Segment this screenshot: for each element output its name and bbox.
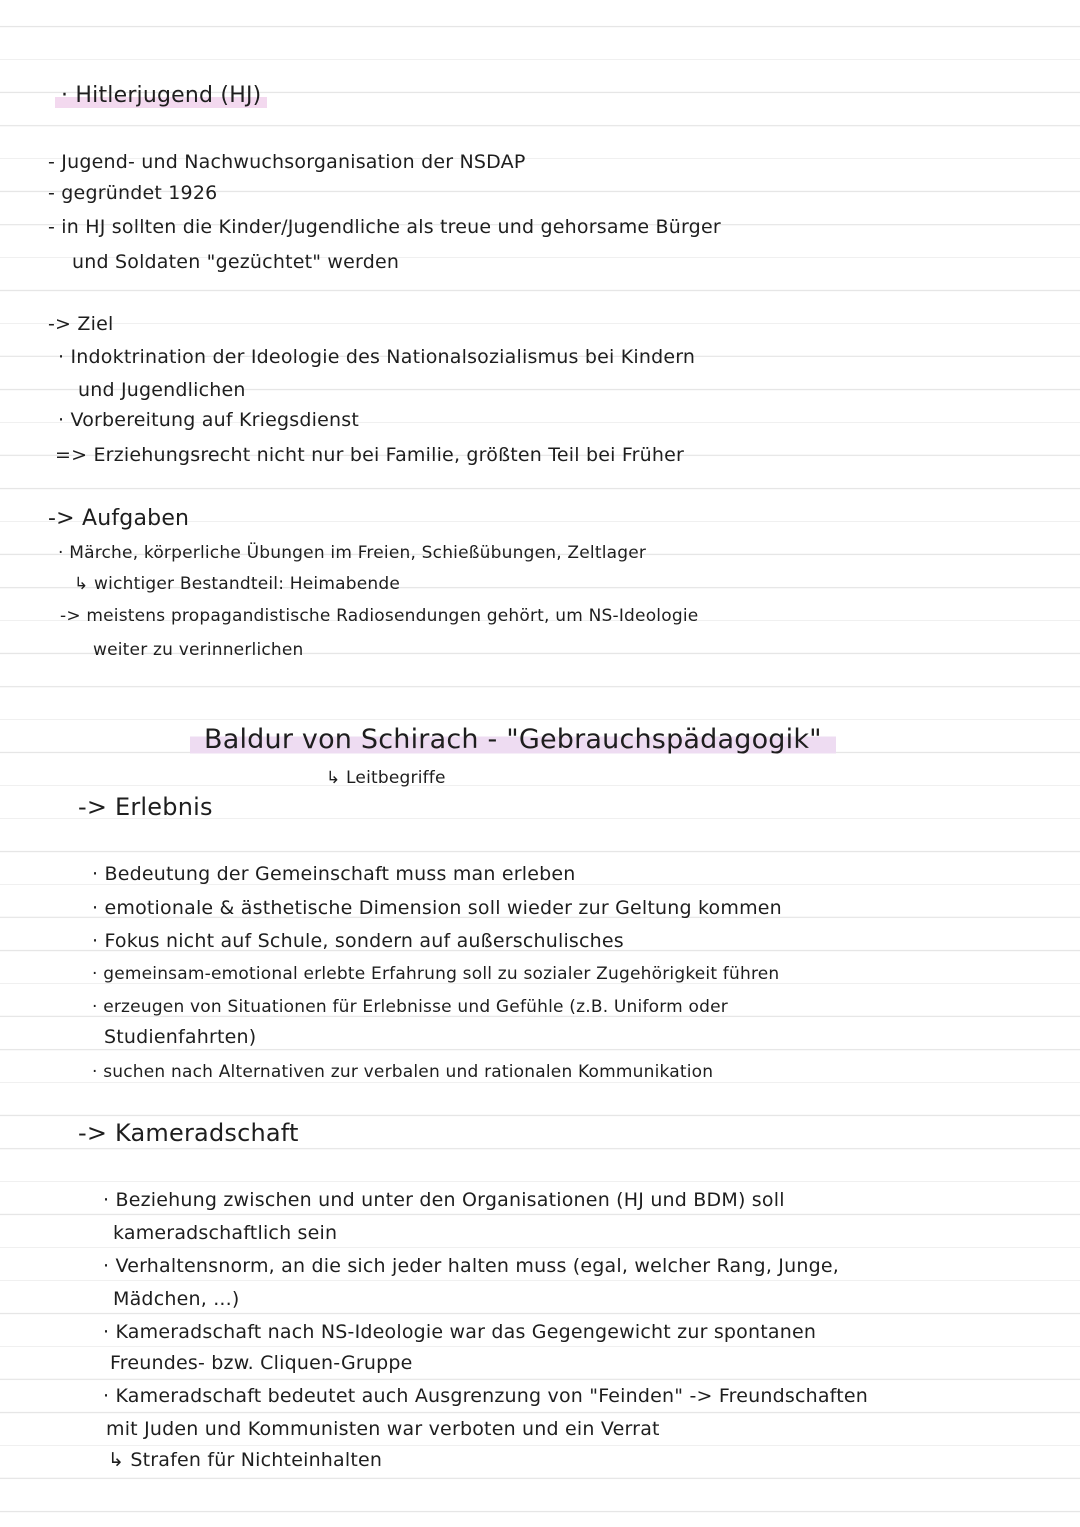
ziel-item-2: · Vorbereitung auf Kriegsdienst: [58, 409, 360, 431]
erlebnis-item-2: · emotionale & ästhetische Dimension soll wieder zur Geltung kommen: [92, 897, 782, 919]
aufgaben-item-2: ↳ wichtiger Bestandteil: Heimabende: [74, 574, 400, 594]
aufgaben-heading: -> Aufgaben: [48, 506, 190, 531]
kameradschaft-heading: -> Kameradschaft: [78, 1119, 299, 1147]
aufgaben-item-3-cont: weiter zu verinnerlichen: [93, 640, 304, 660]
hj-item-3: - in HJ sollten die Kinder/Jugendliche als treue und gehorsame Bürger: [48, 216, 721, 238]
kameradschaft-item-5: ↳ Strafen für Nichteinhalten: [108, 1449, 383, 1471]
hj-item-3-cont: und Soldaten "gezüchtet" werden: [72, 251, 400, 273]
erlebnis-item-1: · Bedeutung der Gemeinschaft muss man erleben: [92, 863, 576, 885]
section-subtitle: ↳ Leitbegriffe: [326, 768, 446, 788]
kameradschaft-item-2-cont: Mädchen, ...): [113, 1288, 240, 1310]
aufgaben-item-3: -> meistens propagandistische Radiosendungen gehört, um NS-Ideologie: [60, 606, 699, 626]
erlebnis-item-5: · erzeugen von Situationen für Erlebnisse und Gefühle (z.B. Uniform oder: [92, 997, 728, 1017]
erlebnis-item-3: · Fokus nicht auf Schule, sondern auf außerschulisches: [92, 930, 624, 952]
aufgaben-item-1: · Märche, körperliche Übungen im Freien, Schießübungen, Zeltlager: [58, 543, 647, 563]
kameradschaft-item-3: · Kameradschaft nach NS-Ideologie war das Gegengewicht zur spontanen: [103, 1321, 817, 1343]
kameradschaft-item-3-cont: Freundes- bzw. Cliquen-Gruppe: [110, 1352, 413, 1374]
ziel-heading: -> Ziel: [48, 313, 114, 335]
hj-item-2: - gegründet 1926: [48, 182, 218, 204]
erlebnis-item-4: · gemeinsam-emotional erlebte Erfahrung soll zu sozialer Zugehörigkeit führen: [92, 964, 780, 984]
hj-item-1: - Jugend- und Nachwuchsorganisation der NSDAP: [48, 151, 526, 173]
hj-heading: · Hitlerjugend (HJ): [55, 84, 267, 108]
kameradschaft-item-4: · Kameradschaft bedeutet auch Ausgrenzung von "Feinden" -> Freundschaften: [103, 1385, 869, 1407]
erlebnis-heading: -> Erlebnis: [78, 793, 213, 821]
erlebnis-item-6: · suchen nach Alternativen zur verbalen und rationalen Kommunikation: [92, 1062, 714, 1082]
kameradschaft-item-4-cont: mit Juden und Kommunisten war verboten und ein Verrat: [106, 1418, 660, 1440]
ziel-item-1: · Indoktrination der Ideologie des Nationalsozialismus bei Kindern: [58, 346, 696, 368]
kameradschaft-item-2: · Verhaltensnorm, an die sich jeder halten muss (egal, welcher Rang, Junge,: [103, 1255, 839, 1277]
ziel-item-1-cont: und Jugendlichen: [78, 379, 246, 401]
erlebnis-item-5-cont: Studienfahrten): [104, 1026, 257, 1048]
section-title: Baldur von Schirach - "Gebrauchspädagogik": [190, 728, 836, 754]
kameradschaft-item-1-cont: kameradschaftlich sein: [113, 1222, 338, 1244]
kameradschaft-item-1: · Beziehung zwischen und unter den Organisationen (HJ und BDM) soll: [103, 1189, 785, 1211]
ziel-conclusion: => Erziehungsrecht nicht nur bei Familie, größten Teil bei Früher: [55, 444, 684, 466]
